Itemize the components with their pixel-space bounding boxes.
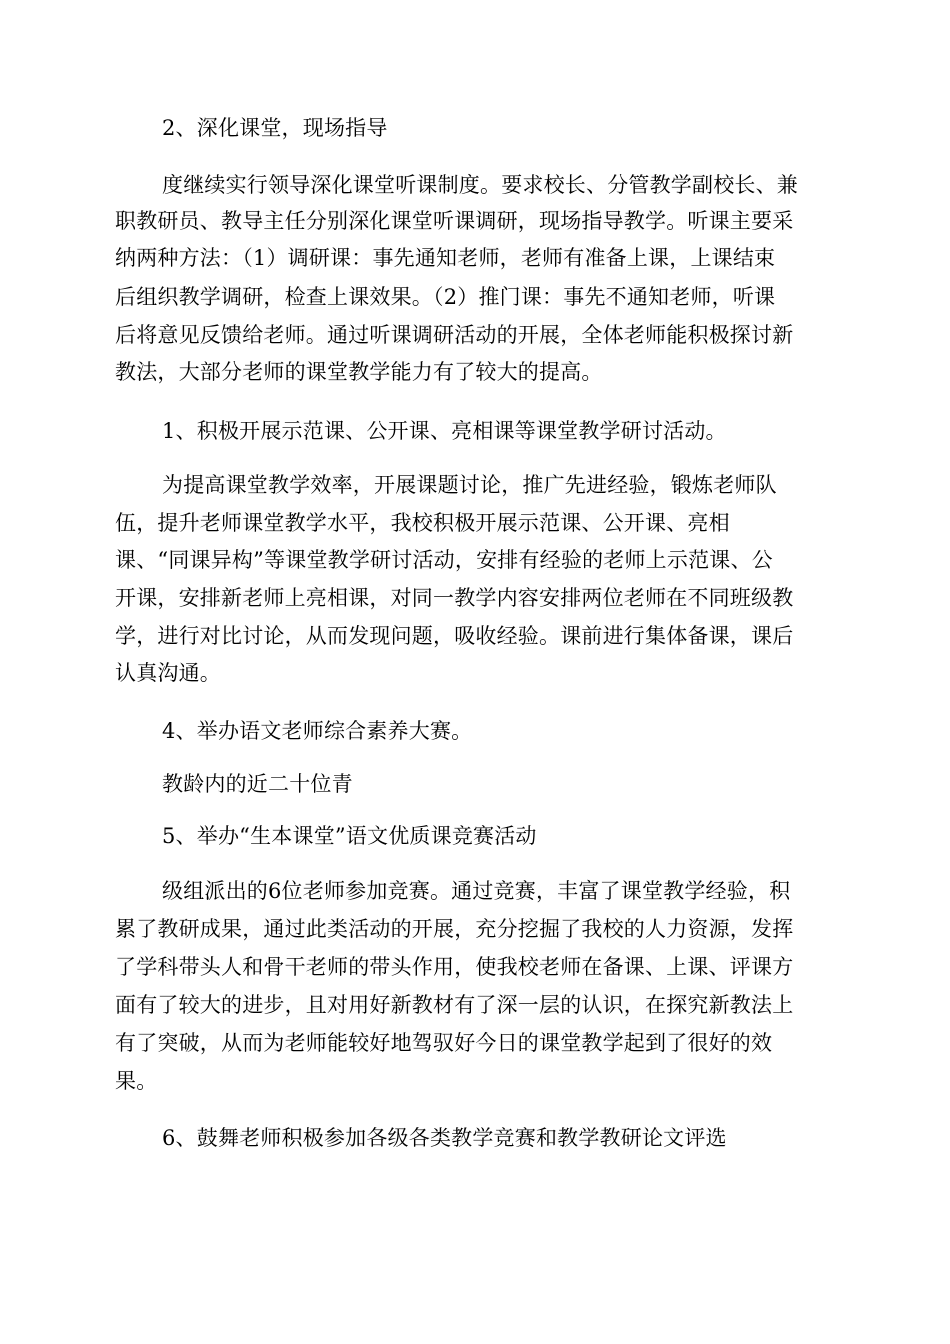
section-heading-6: 6、鼓舞老师积极参加各级各类教学竞赛和教学教研论文评选 — [162, 1126, 727, 1150]
paragraph-line: 果。 — [115, 1069, 158, 1093]
paragraph-line: 认真沟通。 — [115, 661, 221, 685]
paragraph-line: 教龄内的近二十位青 — [162, 772, 353, 796]
paragraph-line: 有了突破，从而为老师能较好地驾驭好今日的课堂教学起到了很好的效 — [115, 1031, 773, 1055]
section-heading-4: 4、举办语文老师综合素养大赛。 — [162, 719, 473, 743]
paragraph-line: 面有了较大的进步，且对用好新教材有了深一层的认识，在探究新教法上 — [115, 993, 794, 1017]
section-heading-5: 5、举办“生本课堂”语文优质课竞赛活动 — [162, 824, 537, 848]
paragraph-line: 为提高课堂教学效率，开展课题讨论，推广先进经验，锻炼老师队 — [162, 473, 777, 497]
paragraph-line: 了学科带头人和骨干老师的带头作用，使我校老师在备课、上课、评课方 — [115, 955, 794, 979]
paragraph-line: 学，进行对比讨论，从而发现问题，吸收经验。课前进行集体备课，课后 — [115, 624, 794, 648]
paragraph-line: 职教研员、教导主任分别深化课堂听课调研，现场指导教学。听课主要采 — [115, 209, 794, 233]
paragraph-line: 伍，提升老师课堂教学水平，我校积极开展示范课、公开课、亮相 — [115, 511, 730, 535]
paragraph-line: 纳两种方法：（1）调研课：事先通知老师，老师有准备上课，上课结束 — [115, 246, 776, 270]
section-heading-1: 1、积极开展示范课、公开课、亮相课等课堂教学研讨活动。 — [162, 419, 727, 443]
paragraph-line: 教法，大部分老师的课堂教学能力有了较大的提高。 — [115, 360, 603, 384]
paragraph-line: 开课，安排新老师上亮相课，对同一教学内容安排两位老师在不同班级教 — [115, 586, 794, 610]
section-heading-2: 2、深化课堂，现场指导 — [162, 116, 388, 140]
paragraph-line: 累了教研成果，通过此类活动的开展，充分挖掘了我校的人力资源，发挥 — [115, 917, 794, 941]
paragraph-line: 后组织教学调研，检查上课效果。（2）推门课：事先不通知老师，听课 — [115, 285, 776, 309]
paragraph-line: 级组派出的6位老师参加竞赛。通过竞赛，丰富了课堂教学经验，积 — [162, 879, 791, 903]
paragraph-line: 后将意见反馈给老师。通过听课调研活动的开展，全体老师能积极探讨新 — [115, 323, 794, 347]
paragraph-line: 课、“同课异构”等课堂教学研讨活动，安排有经验的老师上示范课、公 — [115, 548, 773, 572]
paragraph-line: 度继续实行领导深化课堂听课制度。要求校长、分管教学副校长、兼 — [162, 173, 798, 197]
